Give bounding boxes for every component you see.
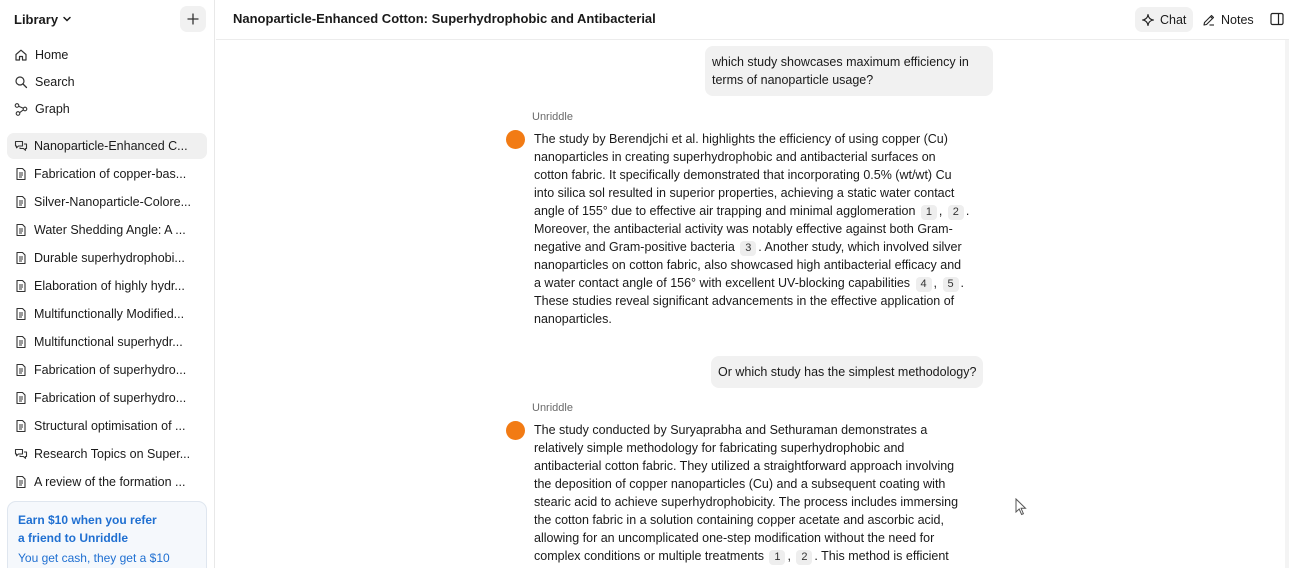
punctuation: . xyxy=(965,204,970,218)
answer-text: a water contact angle of 156° with excellent UV-blocking capabilities xyxy=(534,276,911,290)
answer-line: The study by Berendjchi et al. highlights the efficiency of using copper (Cu) xyxy=(534,132,948,146)
sender-name: Unriddle xyxy=(532,402,573,414)
sparkle-icon xyxy=(1141,13,1155,27)
sidebar-item-document[interactable] xyxy=(7,357,207,383)
sidebar-item-label: Fabrication of copper-bas... xyxy=(34,167,187,181)
document-icon xyxy=(14,195,28,209)
sender-name: Unriddle xyxy=(532,111,573,123)
citation-badge[interactable]: 5 xyxy=(943,277,959,292)
promo-line-2: a friend to Unriddle xyxy=(18,531,129,545)
citation-badge[interactable]: 2 xyxy=(796,550,812,565)
answer-line: allowing for an uncomplicated one-step modification without the need for xyxy=(534,531,935,545)
document-icon xyxy=(14,223,28,237)
sidebar-item-label: Multifunctionally Modified... xyxy=(34,307,185,321)
citation-badge[interactable]: 3 xyxy=(740,241,756,256)
sidebar-item-label: A review of the formation ... xyxy=(34,475,186,489)
answer-line: stearic acid to achieve superhydrophobicity. The process includes immersing xyxy=(534,495,959,509)
punctuation: . xyxy=(960,276,964,290)
new-button[interactable] xyxy=(180,6,206,32)
answer-line: These studies reveal significant advancements in the effective application of xyxy=(534,294,955,308)
sidebar-item-document[interactable] xyxy=(7,189,207,215)
mouse-cursor-icon xyxy=(1015,498,1027,516)
answer-text: negative and Gram-positive bacteria xyxy=(534,240,735,254)
sidebar-item-document[interactable] xyxy=(7,245,207,271)
library-dropdown[interactable] xyxy=(14,10,72,28)
answer-line: Moreover, the antibacterial activity was notably effective against both Gram- xyxy=(534,222,953,236)
chat-icon xyxy=(14,447,28,461)
citation-badge[interactable]: 2 xyxy=(948,205,964,220)
answer-text: . Another study, which involved silver xyxy=(758,240,962,254)
answer-line: The study conducted by Suryaprabha and Sethuraman demonstrates a xyxy=(534,423,928,437)
user-message-line: terms of nanoparticle usage? xyxy=(712,73,874,87)
chat-thread xyxy=(216,40,1289,568)
citation-badge[interactable]: 1 xyxy=(921,205,937,220)
nav-home-label: Home xyxy=(35,48,69,62)
citation-badge[interactable]: 1 xyxy=(769,550,785,565)
assistant-avatar xyxy=(506,421,525,440)
sidebar-item-document[interactable] xyxy=(7,385,207,411)
sidebar-item-document[interactable] xyxy=(7,329,207,355)
graph-icon xyxy=(14,102,28,116)
sidebar-item-label: Multifunctional superhydr... xyxy=(34,335,183,349)
assistant-message xyxy=(534,421,989,565)
document-icon xyxy=(14,419,28,433)
sidebar-item-label: Water Shedding Angle: A ... xyxy=(34,223,186,237)
sidebar-item-document[interactable] xyxy=(7,273,207,299)
answer-line: antibacterial cotton fabric. They utilized a straightforward approach involving xyxy=(534,459,955,473)
answer-line: the cotton fabric in a solution containing copper acetate and ascorbic acid, xyxy=(534,513,944,527)
document-icon xyxy=(14,307,28,321)
answer-line: nanoparticles. xyxy=(534,312,612,326)
page-title: Nanoparticle-Enhanced Cotton: Superhydrophobic and Antibacterial xyxy=(233,11,656,26)
document-icon xyxy=(14,167,28,181)
nav-graph-label: Graph xyxy=(35,102,70,116)
document-icon xyxy=(14,251,28,265)
assistant-message xyxy=(534,130,989,328)
search-icon xyxy=(14,75,28,89)
sidebar-item-label: Fabrication of superhydro... xyxy=(34,391,187,405)
top-bar xyxy=(216,0,1289,40)
home-icon xyxy=(14,48,28,62)
sidebar-toggle-icon[interactable] xyxy=(1270,12,1284,26)
sidebar-item-document[interactable] xyxy=(7,217,207,243)
nav-home[interactable] xyxy=(14,46,68,64)
sidebar-item-document[interactable] xyxy=(7,413,207,439)
answer-line: the deposition of copper nanoparticles (Cu) and a subsequent coating with xyxy=(534,477,946,491)
punctuation: , xyxy=(933,276,938,290)
assistant-avatar xyxy=(506,130,525,149)
punctuation: , xyxy=(938,204,943,218)
answer-text: angle of 155° due to effective air trapping and minimal agglomeration xyxy=(534,204,916,218)
answer-line: into silica sol resulted in superior properties, achieving a static water contact xyxy=(534,186,955,200)
document-icon xyxy=(14,391,28,405)
sidebar-item-document[interactable] xyxy=(7,301,207,327)
plus-icon xyxy=(187,13,199,25)
chat-button[interactable] xyxy=(1135,7,1193,32)
user-message xyxy=(705,46,993,96)
chevron-down-icon xyxy=(62,14,72,24)
sidebar-item-label: Elaboration of highly hydr... xyxy=(34,279,185,293)
answer-text: complex conditions or multiple treatments xyxy=(534,549,764,563)
sidebar-item-label: Structural optimisation of ... xyxy=(34,419,186,433)
library-label: Library xyxy=(14,11,59,27)
promo-line-1: Earn $10 when you refer xyxy=(18,513,157,527)
nav-graph[interactable] xyxy=(14,100,70,118)
answer-line: nanoparticles in creating superhydrophobic and antibacterial surfaces on xyxy=(534,150,936,164)
sidebar-item-label: Durable superhydrophobi... xyxy=(34,251,185,265)
answer-line xyxy=(534,547,989,565)
answer-line: cotton fabric. It specifically demonstrated that incorporating 0.5% (wt/wt) Cu xyxy=(534,168,952,182)
user-message xyxy=(711,356,983,388)
user-message-line: Or which study has the simplest methodology? xyxy=(718,365,977,379)
punctuation: , xyxy=(787,549,791,563)
nav-search-label: Search xyxy=(35,75,75,89)
notes-button[interactable] xyxy=(1202,7,1254,32)
citation-badge[interactable]: 4 xyxy=(916,277,932,292)
sidebar-item-label: Fabrication of superhydro... xyxy=(34,363,187,377)
answer-line: relatively simple methodology for fabricating superhydrophobic and xyxy=(534,441,905,455)
nav-search[interactable] xyxy=(14,73,75,91)
answer-line xyxy=(534,202,989,220)
chat-button-label: Chat xyxy=(1160,12,1187,27)
promo-line-3: You get cash, they get a $10 xyxy=(18,551,170,565)
sidebar-item-document[interactable] xyxy=(7,161,207,187)
user-message-line: which study showcases maximum efficiency in xyxy=(712,55,969,69)
sidebar-item-label: Silver-Nanoparticle-Colore... xyxy=(34,195,192,209)
chat-icon xyxy=(14,139,28,153)
document-icon xyxy=(14,279,28,293)
sidebar-item-label: Nanoparticle-Enhanced C... xyxy=(34,139,188,153)
notes-button-label: Notes xyxy=(1221,12,1254,27)
sidebar xyxy=(0,0,215,568)
document-icon xyxy=(14,363,28,377)
answer-text: . This method is efficient xyxy=(814,549,949,563)
answer-line: nanoparticles on cotton fabric, also showcased high antibacterial efficacy and xyxy=(534,258,962,272)
pencil-icon xyxy=(1202,13,1216,27)
document-icon xyxy=(14,475,28,489)
sidebar-item-document[interactable] xyxy=(7,469,207,495)
referral-promo[interactable] xyxy=(7,501,207,568)
sidebar-item-chat[interactable] xyxy=(7,133,207,159)
document-icon xyxy=(14,335,28,349)
answer-line xyxy=(534,274,989,292)
sidebar-item-chat[interactable] xyxy=(7,441,207,467)
sidebar-item-label: Research Topics on Super... xyxy=(34,447,191,461)
scrollbar[interactable] xyxy=(1285,40,1289,568)
answer-line xyxy=(534,238,989,256)
